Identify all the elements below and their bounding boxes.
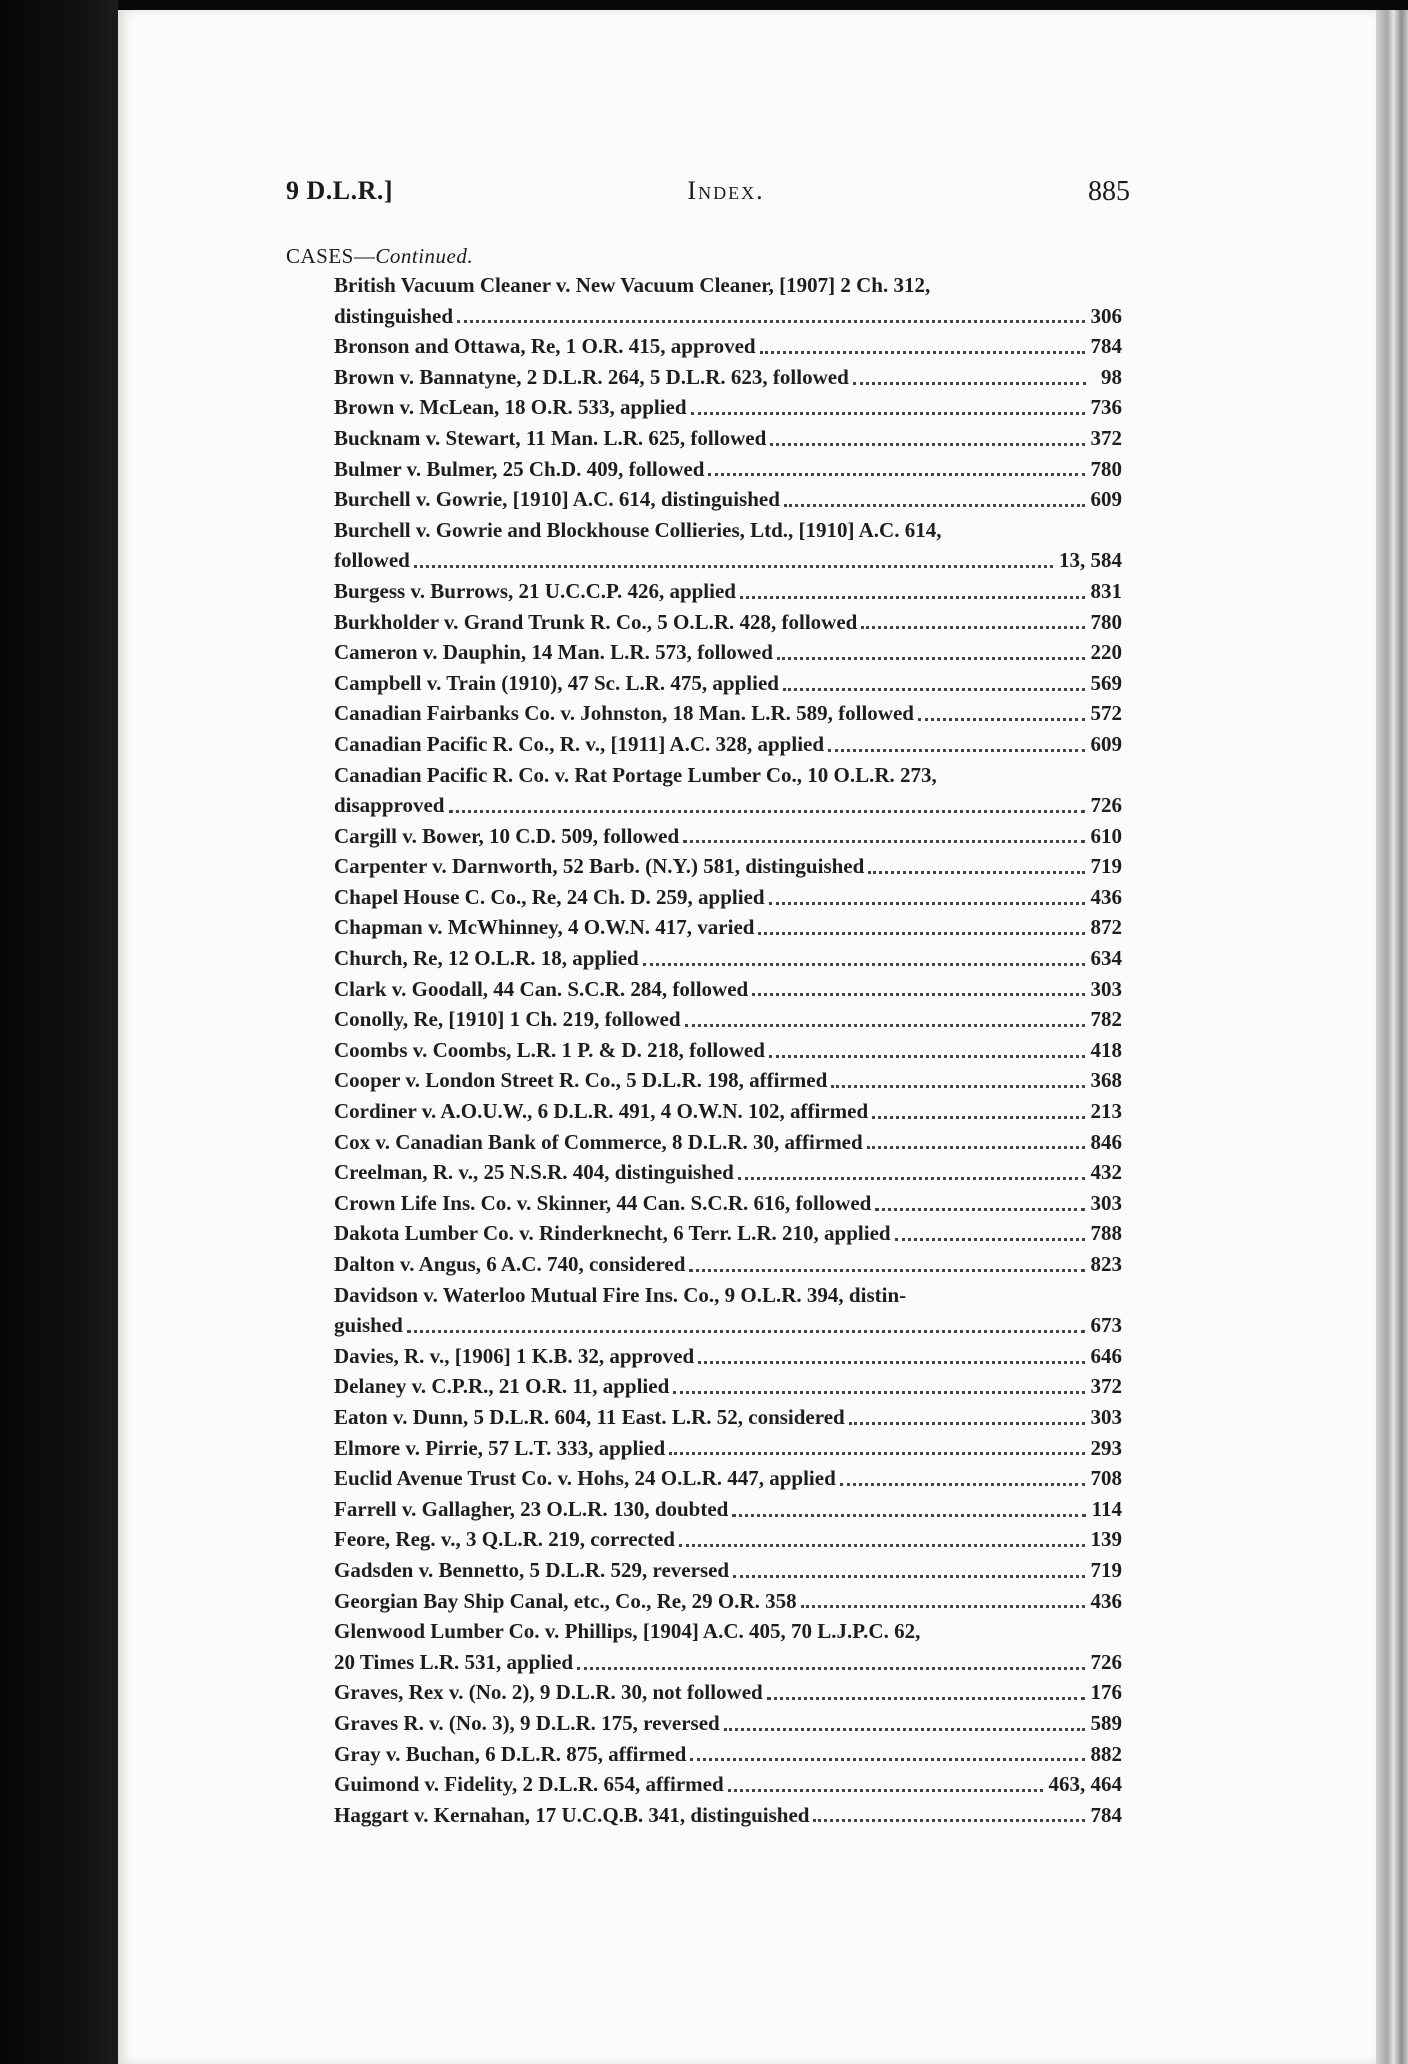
case-citation: Carpenter v. Darnworth, 52 Barb. (N.Y.) 581, distinguished <box>334 854 865 879</box>
index-entry-line <box>334 331 1122 362</box>
dot-leader <box>691 412 1085 415</box>
index-entry-line <box>334 1524 1122 1555</box>
dot-leader <box>831 1085 1084 1088</box>
index-entry-line <box>334 1341 1122 1372</box>
dot-leader <box>813 1819 1084 1822</box>
section-continued: Continued. <box>375 244 474 268</box>
page-reference: 98 <box>1101 364 1122 389</box>
index-entry-line <box>334 423 1122 454</box>
index-entry <box>334 1800 1122 1831</box>
case-citation: guished <box>334 1313 403 1338</box>
index-entry-line <box>334 1739 1122 1770</box>
page-reference: 572 <box>1090 701 1122 726</box>
page-reference: 139 <box>1090 1527 1122 1552</box>
index-entry <box>334 454 1122 485</box>
index-entry-line <box>334 1157 1122 1188</box>
index-entry <box>334 760 1122 821</box>
case-citation: Graves R. v. (No. 3), 9 D.L.R. 175, reversed <box>334 1710 720 1735</box>
index-entry-line <box>334 912 1122 943</box>
page-reference: 784 <box>1090 334 1122 359</box>
case-citation: Canadian Pacific R. Co. v. Rat Portage Lumber Co., 10 O.L.R. 273, <box>334 762 937 787</box>
dot-leader <box>801 1605 1085 1608</box>
case-citation: Graves, Rex v. (No. 2), 9 D.L.R. 30, not followed <box>334 1680 763 1705</box>
index-entry-line <box>334 851 1122 882</box>
index-entry-line <box>334 729 1122 760</box>
index-entry <box>334 821 1122 852</box>
dot-leader <box>752 993 1084 996</box>
index-entry-line <box>334 1280 1122 1311</box>
dot-leader <box>740 596 1085 599</box>
case-citation: Haggart v. Kernahan, 17 U.C.Q.B. 341, distinguished <box>334 1802 810 1827</box>
index-entry-line <box>334 1677 1122 1708</box>
page-reference: 780 <box>1090 456 1122 481</box>
index-entry-line <box>334 1127 1122 1158</box>
index-entry-line <box>334 790 1122 821</box>
index-entry <box>334 1188 1122 1219</box>
index-entry <box>334 1586 1122 1617</box>
page-reference: 372 <box>1090 1374 1122 1399</box>
index-entry-line <box>334 760 1122 791</box>
index-entry <box>334 270 1122 331</box>
page-reference: 708 <box>1090 1466 1122 1491</box>
index-entry-line <box>334 270 1122 301</box>
index-entry <box>334 1769 1122 1800</box>
index-entry <box>334 974 1122 1005</box>
dot-leader <box>769 902 1085 905</box>
dot-leader <box>758 932 1084 935</box>
case-citation: Delaney v. C.P.R., 21 O.R. 11, applied <box>334 1374 670 1399</box>
index-entry <box>334 637 1122 668</box>
dot-leader <box>643 963 1085 966</box>
page-number: 885 <box>1088 176 1130 207</box>
case-citation: Burchell v. Gowrie, [1910] A.C. 614, distinguished <box>334 487 780 512</box>
index-entry <box>334 882 1122 913</box>
case-citation: Cordiner v. A.O.U.W., 6 D.L.R. 491, 4 O.W.N. 102, affirmed <box>334 1099 869 1124</box>
index-entry-line <box>334 1065 1122 1096</box>
page-reference: 368 <box>1090 1068 1122 1093</box>
index-entry <box>334 484 1122 515</box>
index-entry <box>334 1280 1122 1341</box>
case-citation: Bucknam v. Stewart, 11 Man. L.R. 625, followed <box>334 425 767 450</box>
case-citation: Canadian Fairbanks Co. v. Johnston, 18 Man. L.R. 589, followed <box>334 701 914 726</box>
page-reference: 831 <box>1090 578 1122 603</box>
dot-leader <box>738 1177 1085 1180</box>
index-entry-line <box>334 301 1122 332</box>
page-reference: 719 <box>1090 1557 1122 1582</box>
dot-leader <box>414 565 1053 568</box>
dot-leader <box>732 1514 1085 1517</box>
case-citation: Glenwood Lumber Co. v. Phillips, [1904] A.C. 405, 70 L.J.P.C. 62, <box>334 1619 921 1644</box>
dot-leader <box>689 1269 1084 1272</box>
page-reference: 726 <box>1090 793 1122 818</box>
page-reference: 823 <box>1090 1252 1122 1276</box>
case-citation: Dakota Lumber Co. v. Rinderknecht, 6 Terr. L.R. 210, applied <box>334 1221 891 1246</box>
dot-leader <box>828 749 1084 752</box>
case-citation: Bulmer v. Bulmer, 25 Ch.D. 409, followed <box>334 456 705 481</box>
index-entry <box>334 729 1122 760</box>
index-entry-line <box>334 698 1122 729</box>
index-entry <box>334 668 1122 699</box>
dot-leader <box>673 1391 1084 1394</box>
page-reference: 303 <box>1090 1404 1122 1429</box>
index-entry <box>334 1402 1122 1433</box>
case-index-list <box>334 270 1122 1830</box>
case-citation: distinguished <box>334 303 454 328</box>
dot-leader <box>840 1483 1085 1486</box>
page-reference: 610 <box>1090 823 1122 848</box>
page-reference: 436 <box>1090 1588 1122 1613</box>
case-citation: Gray v. Buchan, 6 D.L.R. 875, affirmed <box>334 1741 687 1766</box>
dot-leader <box>733 1575 1084 1578</box>
case-citation: British Vacuum Cleaner v. New Vacuum Cleaner, [1907] 2 Ch. 312, <box>334 273 931 297</box>
case-citation: Bronson and Ottawa, Re, 1 O.R. 415, approved <box>334 334 756 359</box>
dot-leader <box>449 810 1085 813</box>
case-citation: Dalton v. Angus, 6 A.C. 740, considered <box>334 1252 686 1276</box>
index-entry <box>334 698 1122 729</box>
page-reference: 782 <box>1090 1007 1122 1032</box>
case-citation: Chapel House C. Co., Re, 24 Ch. D. 259, applied <box>334 884 765 909</box>
index-entry <box>334 576 1122 607</box>
dot-leader <box>679 1544 1085 1547</box>
dot-leader <box>918 718 1085 721</box>
index-entry-line <box>334 515 1122 546</box>
header-title: Index. <box>687 176 765 205</box>
case-citation: Campbell v. Train (1910), 47 Sc. L.R. 475, applied <box>334 670 779 695</box>
page-reference: 114 <box>1091 1496 1122 1521</box>
index-entry-line <box>334 882 1122 913</box>
index-entry <box>334 1065 1122 1096</box>
dot-leader <box>783 688 1085 691</box>
index-entry <box>334 1341 1122 1372</box>
page-reference: 784 <box>1090 1802 1122 1827</box>
index-entry <box>334 1157 1122 1188</box>
page-reference: 293 <box>1090 1435 1122 1460</box>
section-heading <box>286 244 473 269</box>
case-citation: Davies, R. v., [1906] 1 K.B. 32, approved <box>334 1343 695 1368</box>
page-reference: 432 <box>1090 1160 1122 1185</box>
index-entry-line <box>334 1555 1122 1586</box>
case-citation: Creelman, R. v., 25 N.S.R. 404, distinguished <box>334 1160 734 1185</box>
dot-leader <box>728 1789 1043 1792</box>
index-entry <box>334 1035 1122 1066</box>
case-citation: Burgess v. Burrows, 21 U.C.C.P. 426, applied <box>334 578 736 603</box>
index-entry <box>334 1096 1122 1127</box>
index-entry-line <box>334 1708 1122 1739</box>
index-entry-line <box>334 362 1122 393</box>
index-entry-line <box>334 484 1122 515</box>
case-citation: Eaton v. Dunn, 5 D.L.R. 604, 11 East. L.R. 52, considered <box>334 1404 845 1429</box>
index-entry-line <box>334 1096 1122 1127</box>
index-entry <box>334 362 1122 393</box>
case-citation: Canadian Pacific R. Co., R. v., [1911] A.C. 328, applied <box>334 731 825 756</box>
scan-left-binding <box>0 0 118 2064</box>
page-reference: 569 <box>1090 670 1122 695</box>
index-entry-line <box>334 576 1122 607</box>
running-header <box>286 176 1130 216</box>
index-entry <box>334 1004 1122 1035</box>
volume-reference: 9 D.L.R.] <box>286 176 394 205</box>
case-citation: Brown v. McLean, 18 O.R. 533, applied <box>334 395 687 420</box>
page-reference: 303 <box>1090 1190 1122 1215</box>
case-citation: Gadsden v. Bennetto, 5 D.L.R. 529, reversed <box>334 1557 730 1582</box>
page-reference: 673 <box>1090 1313 1122 1338</box>
index-entry-line <box>334 1035 1122 1066</box>
index-entry-line <box>334 1402 1122 1433</box>
index-entry-line <box>334 821 1122 852</box>
index-entry-line <box>334 1249 1122 1280</box>
dot-leader <box>784 504 1085 507</box>
page-reference: 609 <box>1090 731 1122 756</box>
dot-leader <box>849 1422 1085 1425</box>
case-citation: Chapman v. McWhinney, 4 O.W.N. 417, varied <box>334 915 755 940</box>
case-citation: Cargill v. Bower, 10 C.D. 509, followed <box>334 823 680 848</box>
index-entry <box>334 607 1122 638</box>
dot-leader <box>407 1330 1085 1333</box>
page-reference: 306 <box>1090 303 1122 328</box>
dot-leader <box>861 626 1084 629</box>
page-reference: 220 <box>1090 640 1122 665</box>
index-entry <box>334 515 1122 576</box>
index-entry <box>334 851 1122 882</box>
page-reference: 463, 464 <box>1048 1772 1122 1797</box>
page-reference: 719 <box>1090 854 1122 879</box>
case-citation: Crown Life Ins. Co. v. Skinner, 44 Can. S.C.R. 616, followed <box>334 1190 872 1215</box>
index-entry <box>334 1616 1122 1677</box>
dot-leader <box>867 1146 1085 1149</box>
index-entry-line <box>334 1371 1122 1402</box>
page-reference: 646 <box>1090 1343 1122 1368</box>
case-citation: Clark v. Goodall, 44 Can. S.C.R. 284, followed <box>334 976 749 1001</box>
page-reference: 736 <box>1090 395 1122 420</box>
case-citation: Brown v. Bannatyne, 2 D.L.R. 264, 5 D.L.R. 623, followed <box>334 364 849 389</box>
index-entry <box>334 1218 1122 1249</box>
dot-leader <box>872 1116 1084 1119</box>
page-reference: 788 <box>1090 1221 1122 1246</box>
page-reference: 436 <box>1090 884 1122 909</box>
page-reference: 872 <box>1090 915 1122 940</box>
case-citation: Cox v. Canadian Bank of Commerce, 8 D.L.R. 30, affirmed <box>334 1129 863 1154</box>
index-entry-line <box>334 1616 1122 1647</box>
index-entry <box>334 912 1122 943</box>
case-citation: followed <box>334 548 410 573</box>
index-entry <box>334 331 1122 362</box>
dot-leader <box>685 1024 1085 1027</box>
dot-leader <box>690 1758 1084 1761</box>
index-entry-line <box>334 1433 1122 1464</box>
case-citation: Church, Re, 12 O.L.R. 18, applied <box>334 946 639 971</box>
index-entry <box>334 1249 1122 1280</box>
page-reference: 303 <box>1090 976 1122 1001</box>
index-entry-line <box>334 1494 1122 1525</box>
dot-leader <box>724 1728 1085 1731</box>
index-entry-line <box>334 545 1122 576</box>
page-reference: 634 <box>1090 946 1122 971</box>
index-entry <box>334 1463 1122 1494</box>
page-reference: 13, 584 <box>1059 548 1122 573</box>
dot-leader <box>777 657 1085 660</box>
dot-leader <box>669 1452 1084 1455</box>
dot-leader <box>875 1208 1084 1211</box>
page-reference: 418 <box>1090 1037 1122 1062</box>
scan-page-edge <box>1376 10 1408 2064</box>
page-reference: 213 <box>1090 1099 1122 1124</box>
index-entry-line <box>334 1586 1122 1617</box>
case-citation: Feore, Reg. v., 3 Q.L.R. 219, corrected <box>334 1527 675 1552</box>
index-entry <box>334 1555 1122 1586</box>
case-citation: Davidson v. Waterloo Mutual Fire Ins. Co., 9 O.L.R. 394, distin- <box>334 1282 907 1307</box>
index-entry <box>334 1524 1122 1555</box>
index-entry-line <box>334 1647 1122 1678</box>
index-entry-line <box>334 1310 1122 1341</box>
index-entry <box>334 1433 1122 1464</box>
index-entry-line <box>334 1004 1122 1035</box>
dot-leader <box>577 1667 1084 1670</box>
index-entry-line <box>334 637 1122 668</box>
case-citation: Burkholder v. Grand Trunk R. Co., 5 O.L.R. 428, followed <box>334 609 858 634</box>
index-entry <box>334 423 1122 454</box>
dot-leader <box>683 840 1084 843</box>
case-citation: Euclid Avenue Trust Co. v. Hohs, 24 O.L.R. 447, applied <box>334 1466 836 1491</box>
case-citation: 20 Times L.R. 531, applied <box>334 1649 574 1674</box>
page-reference: 882 <box>1090 1741 1122 1766</box>
index-entry <box>334 1708 1122 1739</box>
case-citation: disapproved <box>334 793 445 818</box>
dot-leader <box>457 320 1084 323</box>
index-entry-line <box>334 943 1122 974</box>
index-entry-line <box>334 974 1122 1005</box>
index-entry-line <box>334 1218 1122 1249</box>
index-entry-line <box>334 1769 1122 1800</box>
index-entry <box>334 1371 1122 1402</box>
dot-leader <box>895 1238 1085 1241</box>
case-citation: Burchell v. Gowrie and Blockhouse Collieries, Ltd., [1910] A.C. 614, <box>334 517 942 542</box>
page-reference: 589 <box>1090 1710 1122 1735</box>
page-reference: 780 <box>1090 609 1122 634</box>
index-entry <box>334 1677 1122 1708</box>
dot-leader <box>868 871 1084 874</box>
index-entry-line <box>334 1188 1122 1219</box>
section-title: CASES— <box>286 244 376 268</box>
index-entry <box>334 1739 1122 1770</box>
case-citation: Coombs v. Coombs, L.R. 1 P. & D. 218, followed <box>334 1037 765 1062</box>
dot-leader <box>708 473 1084 476</box>
case-citation: Cooper v. London Street R. Co., 5 D.L.R. 198, affirmed <box>334 1068 828 1093</box>
case-citation: Elmore v. Pirrie, 57 L.T. 333, applied <box>334 1435 666 1460</box>
dot-leader <box>770 443 1084 446</box>
index-entry-line <box>334 454 1122 485</box>
case-citation: Farrell v. Gallagher, 23 O.L.R. 130, doubted <box>334 1496 729 1521</box>
index-entry <box>334 943 1122 974</box>
index-entry <box>334 1494 1122 1525</box>
case-citation: Cameron v. Dauphin, 14 Man. L.R. 573, followed <box>334 640 773 665</box>
dot-leader <box>769 1055 1085 1058</box>
page-reference: 176 <box>1090 1680 1122 1705</box>
index-entry <box>334 392 1122 423</box>
index-entry-line <box>334 1800 1122 1831</box>
case-citation: Conolly, Re, [1910] 1 Ch. 219, followed <box>334 1007 681 1032</box>
index-entry-line <box>334 392 1122 423</box>
scan-top-border <box>0 0 1408 10</box>
dot-leader <box>853 382 1086 385</box>
dot-leader <box>698 1361 1084 1364</box>
index-entry-line <box>334 607 1122 638</box>
index-entry-line <box>334 668 1122 699</box>
case-citation: Georgian Bay Ship Canal, etc., Co., Re, 29 O.R. 358 <box>334 1588 797 1613</box>
page-reference: 846 <box>1090 1129 1122 1154</box>
dot-leader <box>767 1697 1085 1700</box>
index-entry <box>334 1127 1122 1158</box>
page-reference: 609 <box>1090 487 1122 512</box>
page-reference: 726 <box>1090 1649 1122 1674</box>
index-entry-line <box>334 1463 1122 1494</box>
page-reference: 372 <box>1090 425 1122 450</box>
case-citation: Guimond v. Fidelity, 2 D.L.R. 654, affirmed <box>334 1772 724 1797</box>
dot-leader <box>760 351 1085 354</box>
